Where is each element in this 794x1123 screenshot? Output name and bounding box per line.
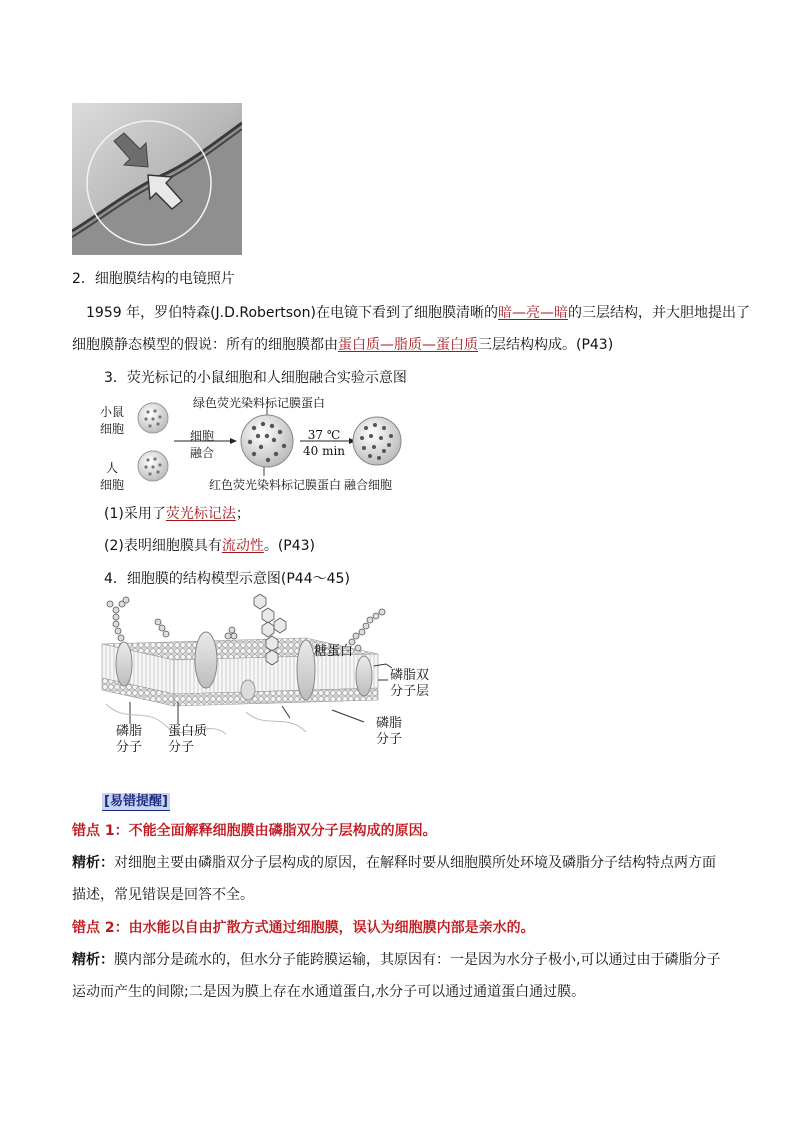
cell-fusion-diagram bbox=[96, 392, 402, 496]
fusion-step-label: 细胞 融合 bbox=[190, 429, 215, 460]
membrane-model-diagram bbox=[96, 594, 442, 774]
section-2-para-line1: 1959 年，罗伯特森(J.D.Robertson)在电镜下看到了细胞膜清晰的暗—亮—暗的三层结构，并大胆地提出了 bbox=[86, 305, 750, 321]
answer-protein-lipid-protein: 蛋白质—脂质—蛋白质 bbox=[338, 337, 478, 353]
answer-fluidity: 流动性 bbox=[221, 538, 264, 554]
green-dye-label: 绿色荧光染料标记膜蛋白 bbox=[193, 396, 326, 410]
section-4-title: 4．细胞膜的结构模型示意图(P44～45) bbox=[104, 571, 350, 587]
cell-fusion-graphics bbox=[96, 392, 402, 496]
phospholipid-right-label: 磷脂 分子 bbox=[376, 716, 403, 747]
mouse-cell-label: 小鼠 细胞 bbox=[100, 405, 125, 436]
error-point-1-title: 错点 1：不能全面解释细胞膜由磷脂双分子层构成的原因。 bbox=[72, 823, 437, 839]
fusion-arrow bbox=[230, 438, 237, 444]
electron-micrograph bbox=[72, 103, 242, 255]
fused-cell bbox=[353, 417, 401, 465]
error-point-2-title: 错点 2：由水能以自由扩散方式通过细胞膜，误认为细胞膜内部是亲水的。 bbox=[72, 920, 535, 936]
error-point-2-analysis-line2: 运动而产生的间隙;二是因为膜上存在水通道蛋白,水分子可以通过通道蛋白通过膜。 bbox=[72, 984, 586, 1000]
section-3-title: 3．荧光标记的小鼠细胞和人细胞融合实验示意图 bbox=[104, 370, 407, 386]
error-point-2-analysis-line1: 精析：膜内部分是疏水的，但水分子能跨膜运输，其原因有：一是因为水分子极小,可以通过由于磷脂分子 bbox=[72, 952, 721, 968]
answer-dark-light-dark: 暗—亮—暗 bbox=[497, 305, 568, 321]
protein-label: 蛋白质 分子 bbox=[168, 724, 208, 755]
question-2: (2)表明细胞膜具有流动性。(P43) bbox=[104, 538, 316, 554]
error-point-1-analysis-line1: 精析：对细胞主要由磷脂双分子层构成的原因，在解释时要从细胞膜所处环境及磷脂分子结构特点两方面 bbox=[72, 855, 716, 871]
answer-fluorescent-labeling: 荧光标记法 bbox=[165, 506, 236, 522]
section-2-para-line2: 细胞膜静态模型的假说：所有的细胞膜都由蛋白质—脂质—蛋白质三层结构构成。(P43) bbox=[72, 337, 614, 353]
phospholipid-left-label: 磷脂 分子 bbox=[116, 724, 143, 755]
temperature-label: 37 ℃ bbox=[307, 428, 341, 442]
bilayer-label: 磷脂双 分子层 bbox=[390, 668, 430, 699]
error-point-1-analysis-line2: 描述，常见错误是回答不全。 bbox=[72, 887, 254, 903]
red-dye-label: 红色荧光染料标记膜蛋白 bbox=[209, 478, 342, 492]
glycoprotein-label: 糖蛋白 bbox=[314, 644, 354, 659]
error-tips-heading: [易错提醒] bbox=[104, 794, 168, 809]
question-1: (1)采用了荧光标记法； bbox=[104, 506, 250, 522]
human-cell-label: 人 细胞 bbox=[100, 461, 125, 492]
fused-cell-label: 融合细胞 bbox=[344, 478, 393, 492]
section-2-title: 2．细胞膜结构的电镜照片 bbox=[72, 271, 235, 287]
time-label: 40 min bbox=[302, 444, 346, 458]
